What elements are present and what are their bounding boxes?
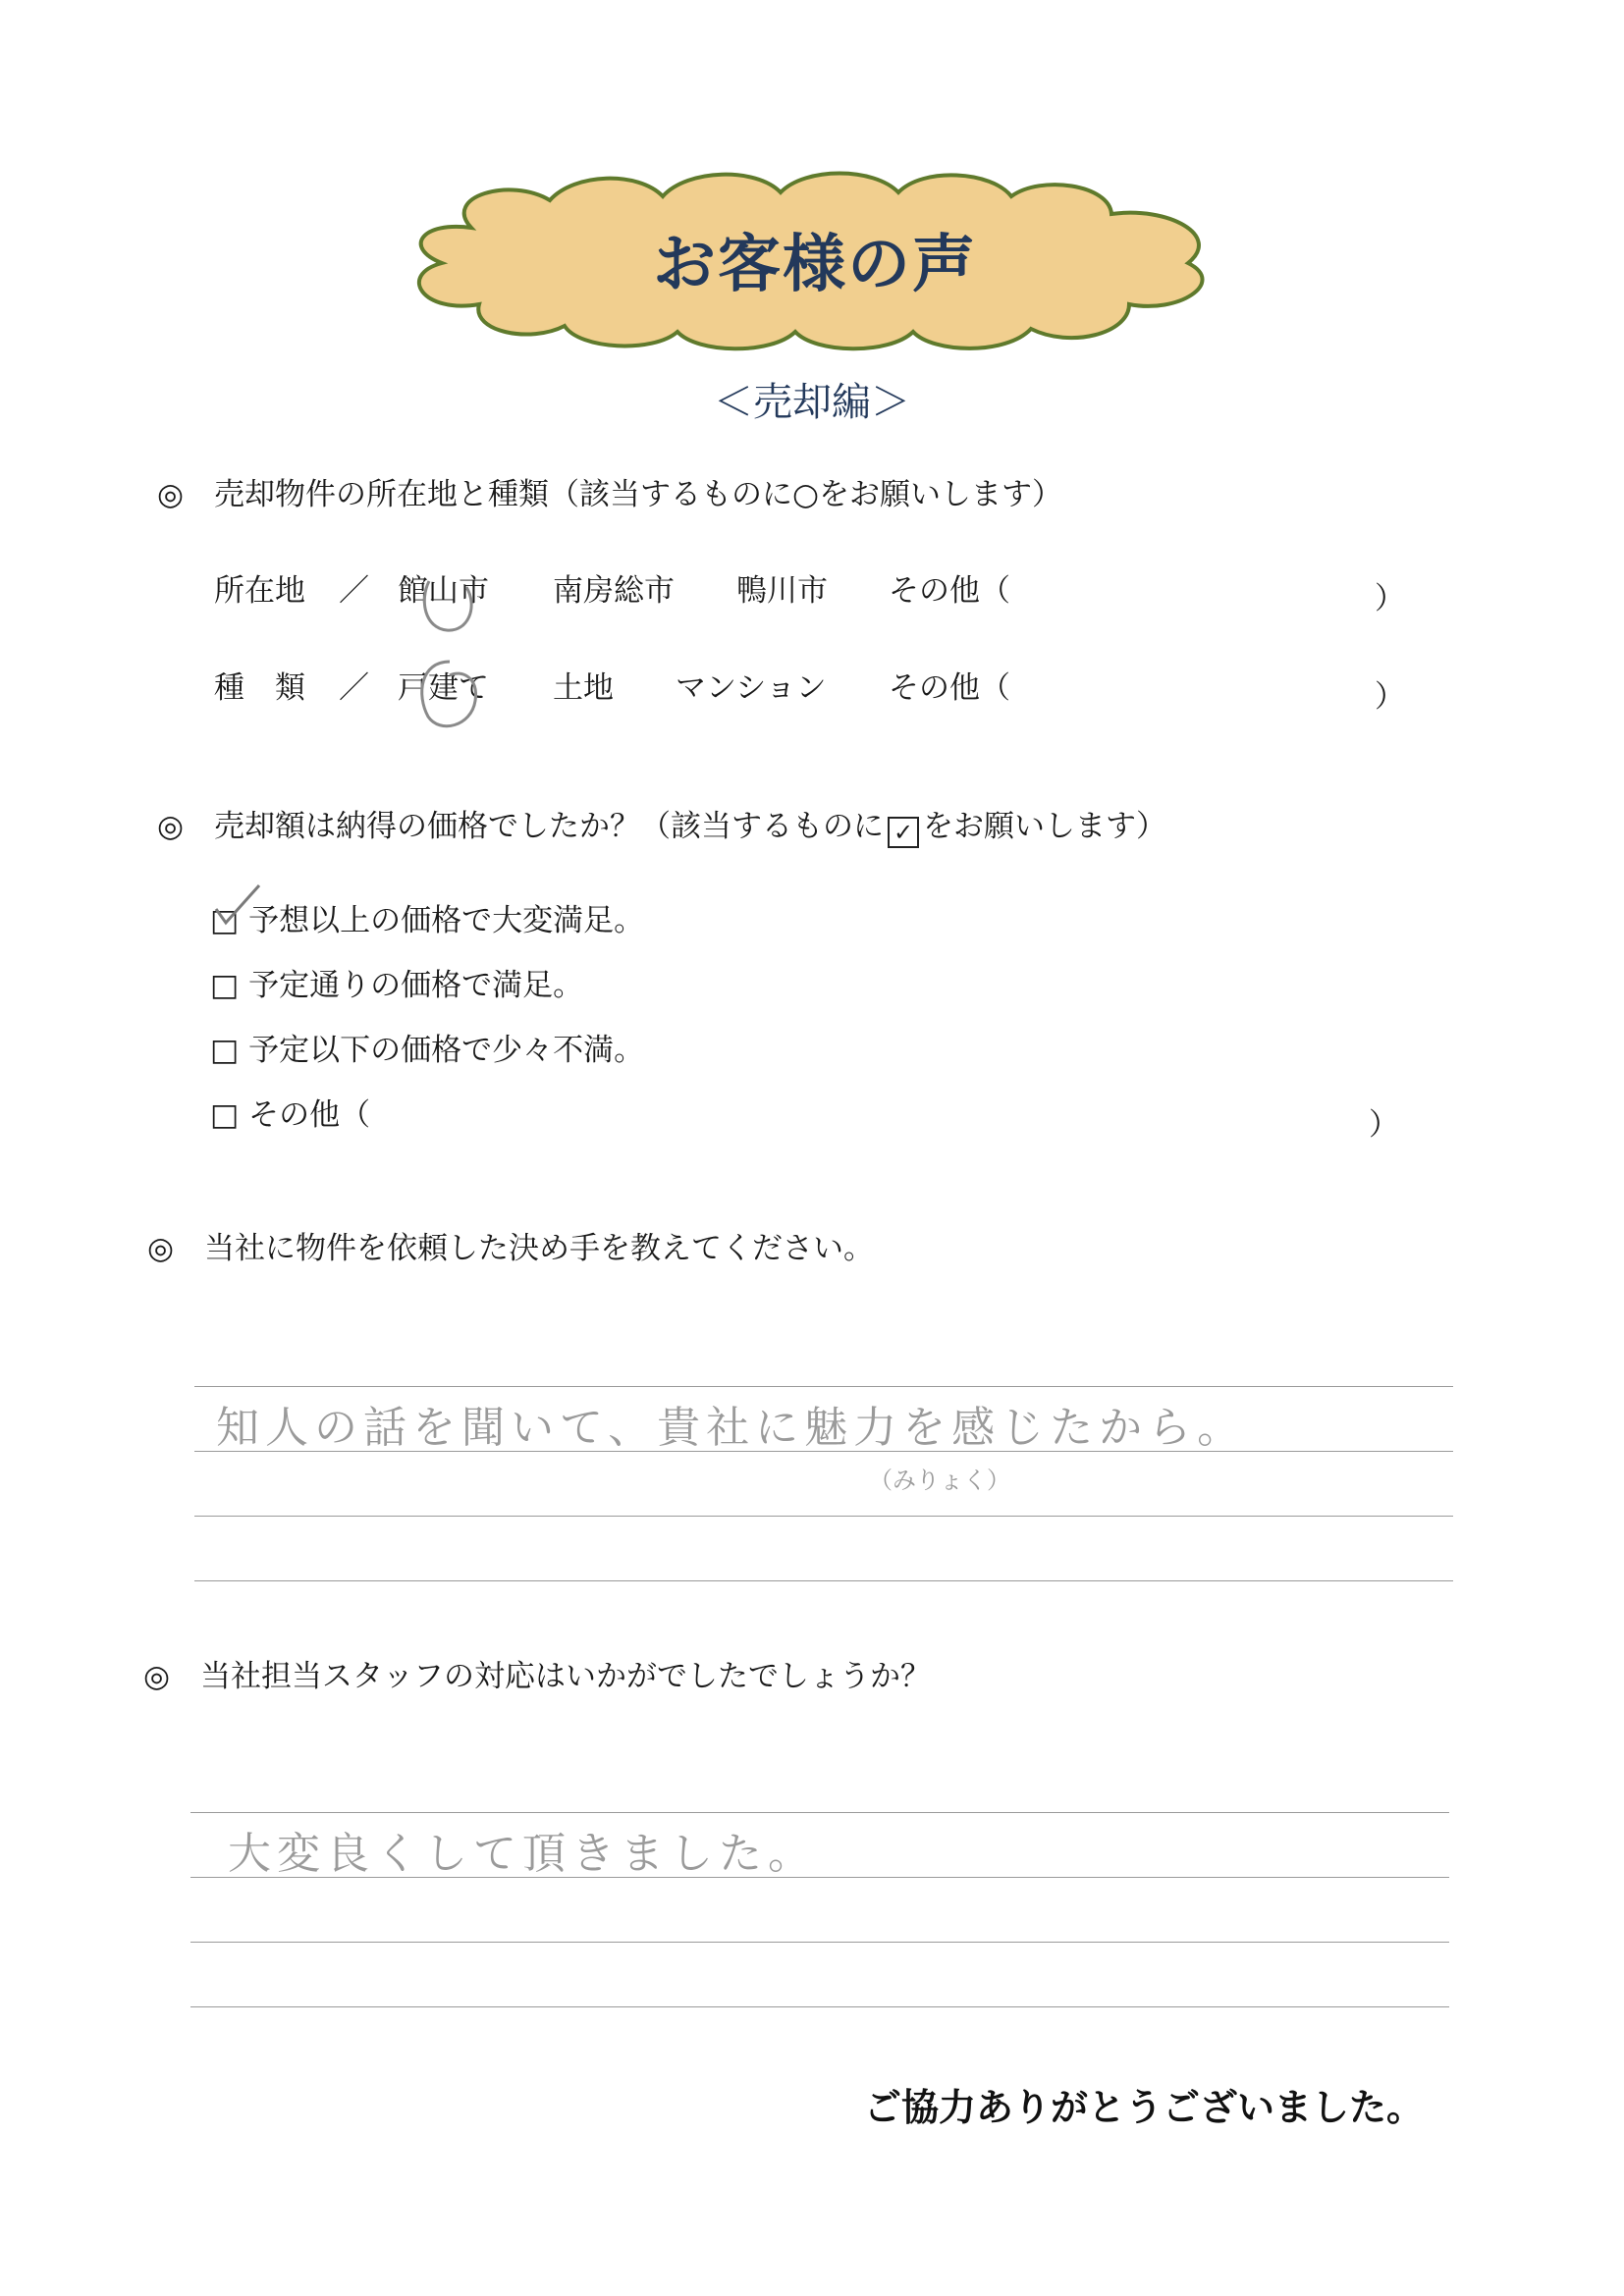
option-label: 予想以上の価格で大変満足。 <box>248 903 645 938</box>
type-slash: ／ <box>339 670 369 706</box>
location-option-other[interactable]: その他（ <box>889 573 1010 609</box>
type-label: 種 類 <box>214 670 305 706</box>
type-close-paren: ） <box>1375 679 1405 715</box>
checkbox[interactable]: □ <box>210 1033 240 1068</box>
location-option-kamogawa[interactable]: 鴨川市 <box>736 573 828 609</box>
subtitle: ＜売却編＞ <box>714 380 910 425</box>
title-banner <box>403 167 1227 353</box>
location-option-tateyama[interactable]: 館山市 <box>398 573 489 609</box>
section2-question: ◎ 売却額は納得の価格でしたか？（該当するものに ✓ をお願いします） <box>157 809 1166 846</box>
double-circle-icon: ◎ <box>143 1659 171 1694</box>
location-label: 所在地 <box>214 573 305 609</box>
option-label: 予定以下の価格で少々不満。 <box>248 1033 645 1068</box>
option-row-2[interactable] <box>210 960 583 1004</box>
answer-line <box>190 2006 1449 2007</box>
handwritten-answer-staff: 大変良くして頂きました。 <box>228 1829 817 1879</box>
answer-line <box>194 1516 1453 1517</box>
other-close-paren: ） <box>1369 1107 1399 1143</box>
checkbox[interactable]: □ <box>210 968 240 1003</box>
option-row-1[interactable] <box>210 895 644 939</box>
location-close-paren: ） <box>1375 581 1405 616</box>
section1-question: ◎ 売却物件の所在地と種類（該当するものに○をお願いします） <box>157 477 1063 512</box>
section3-question: ◎ 当社に物件を依頼した決め手を教えてください。 <box>147 1231 874 1266</box>
handwritten-circle-icon <box>417 567 486 636</box>
answer-line <box>194 1580 1453 1581</box>
handwritten-answer-reason: 知人の話を聞いて、貴社に魅力を感じたから。 <box>216 1403 1247 1453</box>
handwritten-furigana: （みりょく） <box>869 1467 1010 1494</box>
option-label: その他（ <box>248 1097 371 1133</box>
thanks-message: ご協力ありがとうございました。 <box>864 2086 1425 2129</box>
handwritten-circle-icon <box>410 656 489 734</box>
type-option-house[interactable]: 戸建て <box>398 670 489 706</box>
location-slash: ／ <box>339 573 369 609</box>
double-circle-icon: ◎ <box>157 477 185 512</box>
type-option-other[interactable]: その他（ <box>889 670 1010 706</box>
page-title: お客様の声 <box>653 229 977 301</box>
option-row-4[interactable] <box>210 1090 370 1134</box>
double-circle-icon: ◎ <box>157 809 185 844</box>
option-label: 予定通りの価格で満足。 <box>248 968 584 1003</box>
checkbox[interactable]: □ <box>210 1097 240 1133</box>
option-row-3[interactable] <box>210 1025 644 1069</box>
checkbox[interactable]: □ <box>210 903 240 938</box>
double-circle-icon: ◎ <box>147 1231 175 1266</box>
section4-question: ◎ 当社担当スタッフの対応はいかがでしたでしょうか？ <box>143 1659 931 1694</box>
answer-line <box>194 1386 1453 1387</box>
check-box-icon: ✓ <box>888 817 919 848</box>
type-option-land[interactable]: 土地 <box>553 670 614 706</box>
answer-line <box>190 1812 1449 1813</box>
type-option-mansion[interactable]: マンション <box>676 670 827 706</box>
answer-line <box>190 1942 1449 1943</box>
location-option-minamiboso[interactable]: 南房総市 <box>553 573 675 609</box>
handwritten-check-icon <box>208 880 267 929</box>
